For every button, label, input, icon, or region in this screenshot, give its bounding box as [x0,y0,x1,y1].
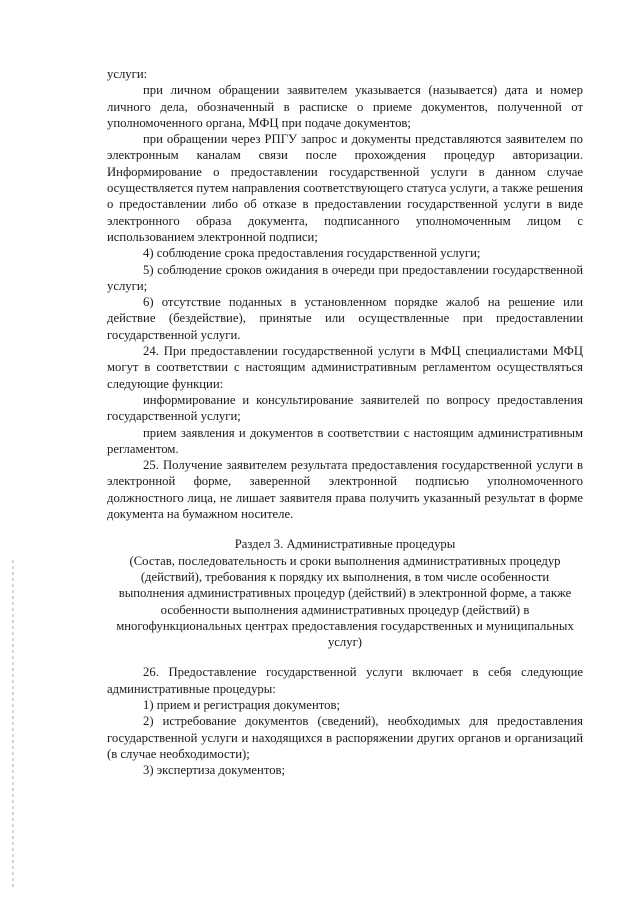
section-title: Раздел 3. Административные процедуры [234,537,456,552]
paragraph-24: 24. При предоставлении государственной услуги в МФЦ специалистами МФЦ могут в соответствии с настоящим административным регламентом осуществляться следующие функции: [107,344,583,391]
spacer [107,650,583,664]
paragraph-continuation: услуги: [107,67,148,81]
document-body [107,66,583,778]
list-item-6: 6) отсутствие поданных в установленном порядке жалоб на решение или действие (бездействие), принятые или осуществленные при предоставлении государственной услуги. [107,295,583,342]
paragraph-personal-appeal: при личном обращении заявителем указывается (называется) дата и номер личного дела, обозначенный в расписке о приеме документов, полученной от уполномоченного органа, МФЦ при подаче документов; [107,83,583,130]
section-heading [107,536,583,650]
procedure-item-1: 1) прием и регистрация документов; [143,697,340,712]
section-subtitle: (Состав, последовательность и сроки выполнения административных процедур (действий), требования к порядку их выполнения, в том числе особенности выполнения административных процедур (действий) в электронной форме, а также особенности выполнения административных процедур (действий) в многофункциональных центрах предоставления государственных и муниципальных услуг) [116,553,574,650]
list-item-5: 5) соблюдение сроков ожидания в очереди при предоставлении государственной услуги; [107,262,583,293]
paragraph-rpgu-appeal: при обращении через РПГУ запрос и документы представляются заявителем по электронным каналам связи после прохождения процедур авторизации. Информирование о предоставлении государственной услуги в данном случае осуществляется путем направления соответствующего статуса услуги, а также решения о предоставлении либо об отказе в предоставлении государственной услуги в виде электронного образа документа, подписанного уполномоченным лицом с использованием электронной подписи; [107,132,583,244]
paragraph-mfc-informing: информирование и консультирование заявителей по вопросу предоставления государственной услуги; [107,392,583,424]
paragraph-26: 26. Предоставление государственной услуги включает в себя следующие административные процедуры: [107,665,583,696]
paragraph-mfc-intake: прием заявления и документов в соответствии с настоящим административным регламентом. [107,425,583,456]
scan-binding-edge [12,560,14,890]
procedure-item-3: 3) экспертиза документов; [143,763,286,778]
list-item-4: 4) соблюдение срока предоставления государственной услуги; [143,246,481,261]
paragraph-25: 25. Получение заявителем результата предоставления государственной услуги в электронной форме, заверенной электронной подписью уполномоченного должностного лица, не лишает заявителя права получить указанный результат в форме документа на бумажном носителе. [107,458,583,522]
procedure-item-2: 2) истребование документов (сведений), необходимых для предоставления государственной услуги и находящихся в распоряжении других органов и организаций (в случае необходимости); [107,714,583,761]
